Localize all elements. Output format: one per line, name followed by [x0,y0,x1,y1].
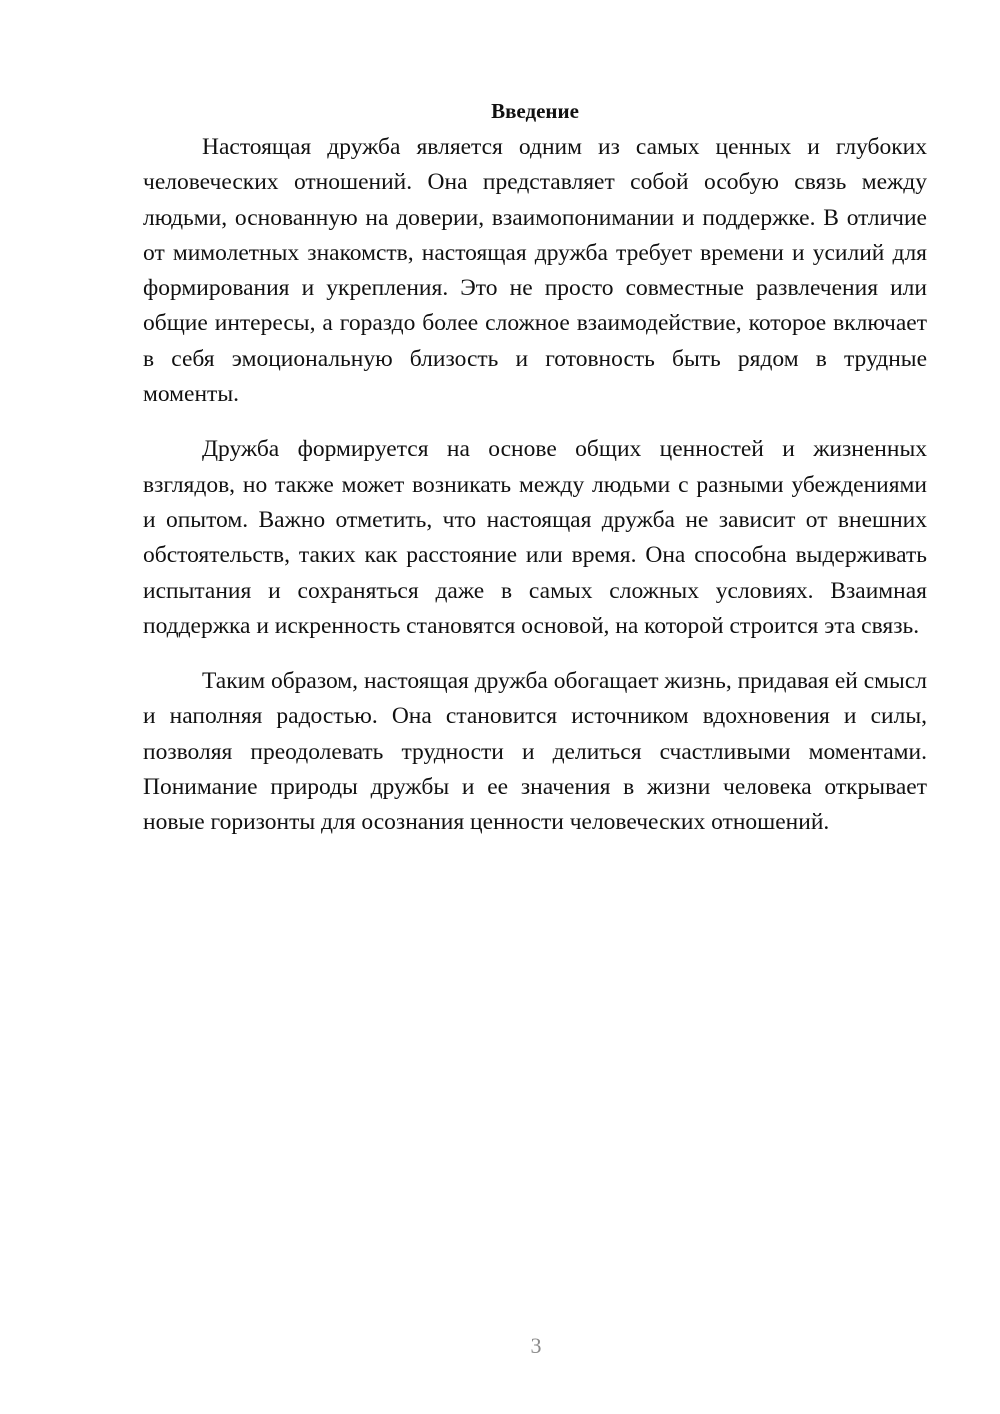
page-content [143,96,927,861]
paragraph-1: Настоящая дружба является одним из самых ценных и глубоких человеческих отношений. Она представляет собой особую связь между людьми, основанную на доверии, взаимопонимании и поддержке. В отличие от мимолетных знакомств, настоящая дружба требует времени и усилий для формирования и укрепления. Это не просто совместные развлечения или общие интересы, а гораздо более сложное взаимодействие, которое включает в себя эмоциональную близость и готовность быть рядом в трудные моменты. [143,134,927,408]
paragraph-2: Дружба формируется на основе общих ценностей и жизненных взглядов, но также может возникать между людьми с разными убеждениями и опытом. Важно отметить, что настоящая дружба не зависит от внешних обстоятельств, таких как расстояние или время. Она способна выдерживать испытания и сохраняться даже в самых сложных условиях. Взаимная поддержка и искренность становятся основой, на которой строится эта связь. [143,436,927,639]
section-title: Введение [491,99,579,123]
page-number: 3 [530,1333,542,1358]
paragraph-3: Таким образом, настоящая дружба обогащает жизнь, придавая ей смысл и наполняя радостью. Она становится источником вдохновения и силы, позволяя преодолевать трудности и делиться счастливыми моментами. Понимание природы дружбы и ее значения в жизни человека открывает новые горизонты для осознания ценности человеческих отношений. [143,668,927,836]
